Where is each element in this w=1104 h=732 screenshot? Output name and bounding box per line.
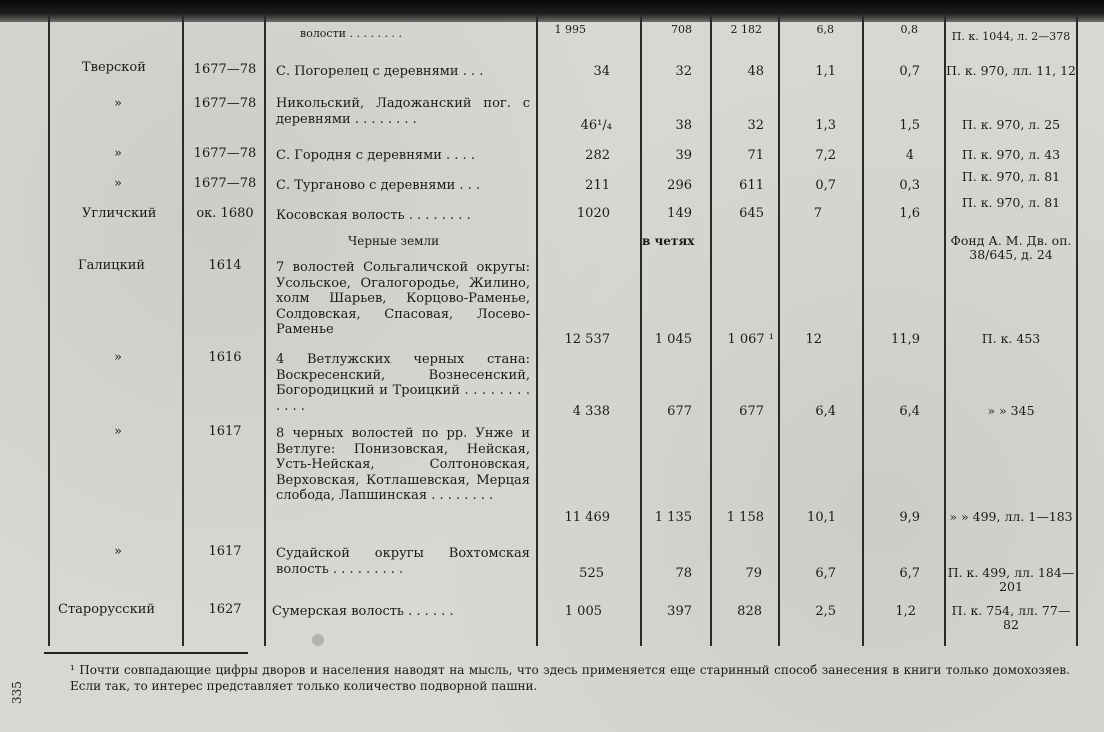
row-c1: 296 bbox=[667, 178, 692, 193]
row-c2: 71 bbox=[747, 148, 764, 163]
scan-speck bbox=[312, 634, 324, 646]
footnote: ¹ Почти совпадающие цифры дворов и населения наводят на мысль, что здесь применяется еще старинный способ занесения в книги только домохозяев. Если так, то интерес представляет только количество подворной пашни. bbox=[70, 663, 1070, 693]
row-r2: 9,9 bbox=[899, 510, 920, 525]
column-rule bbox=[710, 14, 712, 646]
row-c2: 32 bbox=[747, 118, 764, 133]
row-area: » bbox=[114, 544, 122, 559]
row-year: 1677—78 bbox=[193, 96, 257, 111]
row-year: 1677—78 bbox=[193, 176, 257, 191]
row-year: ок. 1680 bbox=[196, 206, 254, 221]
row-source: П. к. 970, л. 43 bbox=[961, 147, 1061, 162]
row-c1: 1 045 bbox=[654, 332, 692, 347]
row-year: 1617 bbox=[208, 544, 242, 559]
row-c2: 48 bbox=[747, 64, 764, 79]
row-c2: 611 bbox=[739, 178, 764, 193]
row-area: Тверской bbox=[82, 60, 146, 75]
column-rule bbox=[944, 14, 946, 646]
top-scan-shadow bbox=[0, 0, 1104, 22]
row-source: » » 499, лл. 1—183 bbox=[949, 509, 1073, 524]
row-c1: 32 bbox=[675, 64, 692, 79]
section-unit: в четях bbox=[642, 234, 695, 248]
column-rule bbox=[48, 14, 50, 646]
row-area: » bbox=[114, 424, 122, 439]
row-r2: 0,3 bbox=[899, 178, 920, 193]
row-desc: 8 черных волостей по рр. Унже и Ветлуге: Понизовская, Нейская, Усть-Нейская, Солтоновская, Верховская, Котлашевская, Мерцая слобода, Лапшинская . . . . . . . . bbox=[276, 426, 530, 503]
column-rule bbox=[536, 14, 538, 646]
row-year: 1677—78 bbox=[193, 146, 257, 161]
row-r1: 10,1 bbox=[807, 510, 836, 525]
row-area: Угличский bbox=[82, 206, 157, 221]
row-c1: 78 bbox=[675, 566, 692, 581]
row-year: 1627 bbox=[208, 602, 242, 617]
row-source: » » 345 bbox=[987, 403, 1035, 418]
row-r1: 0,7 bbox=[815, 178, 836, 193]
row-households: 525 bbox=[579, 566, 604, 581]
row-year: 1614 bbox=[208, 258, 242, 273]
row-r2: 4 bbox=[905, 148, 914, 163]
section-title: Черные земли bbox=[348, 234, 440, 248]
row-desc: Косовская волость . . . . . . . . bbox=[276, 208, 471, 223]
partial-source: П. к. 1044, л. 2—378 bbox=[951, 30, 1071, 43]
row-households: 4 338 bbox=[572, 404, 610, 419]
row-households: 282 bbox=[585, 148, 610, 163]
row-desc: Никольский, Ладожанский пог. с деревнями . . . . . . . . bbox=[276, 96, 530, 127]
row-r2: 11,9 bbox=[891, 332, 920, 347]
row-r1: 7 bbox=[813, 206, 822, 221]
column-rule bbox=[1076, 14, 1078, 646]
row-c2: 79 bbox=[745, 566, 762, 581]
row-c2: 828 bbox=[737, 604, 762, 619]
row-desc: 7 волостей Сольгаличской округы: Усольское, Огалогородье, Жилино, холм Шарьев, Корцово-Раменье, Солдовская, Спасовая, Лосево-Раменье bbox=[276, 260, 530, 337]
column-rule bbox=[264, 14, 266, 646]
row-desc: С. Турганово с деревнями . . . bbox=[276, 178, 481, 193]
row-r1: 7,2 bbox=[815, 148, 836, 163]
row-households: 11 469 bbox=[564, 510, 610, 525]
row-desc: С. Городня с деревнями . . . . bbox=[276, 148, 475, 163]
partial-households: 1 995 bbox=[554, 23, 586, 36]
row-source: П. к. 453 bbox=[981, 331, 1041, 346]
page-number: 335 bbox=[10, 681, 24, 704]
row-source: П. к. 499, лл. 184—201 bbox=[947, 565, 1075, 594]
row-c1: 38 bbox=[675, 118, 692, 133]
row-r1: 6,4 bbox=[815, 404, 836, 419]
row-source: П. к. 970, л. 81 bbox=[961, 195, 1061, 210]
row-source: П. к. 970, л. 81 bbox=[961, 169, 1061, 184]
row-r2: 6,7 bbox=[899, 566, 920, 581]
row-c1: 1 135 bbox=[654, 510, 692, 525]
row-c1: 149 bbox=[667, 206, 692, 221]
row-c1: 39 bbox=[675, 148, 692, 163]
row-desc: 4 Ветлужских черных стана: Воскресенский, Вознесенский, Богородицкий и Троицкий . . . . . . . . . . . . bbox=[276, 352, 530, 414]
row-source: П. к. 970, лл. 11, 12 bbox=[946, 63, 1076, 78]
row-c2: 1 067 ¹ bbox=[727, 332, 774, 347]
row-r2: 1,6 bbox=[899, 206, 920, 221]
row-area: » bbox=[114, 96, 122, 111]
row-r2: 6,4 bbox=[899, 404, 920, 419]
row-r1: 12 bbox=[805, 332, 822, 347]
column-rule bbox=[778, 14, 780, 646]
row-households: 1020 bbox=[576, 206, 610, 221]
row-c1: 677 bbox=[667, 404, 692, 419]
row-c2: 645 bbox=[739, 206, 764, 221]
row-year: 1616 bbox=[208, 350, 242, 365]
row-source: П. к. 970, л. 25 bbox=[961, 117, 1061, 132]
row-area: Старорусский bbox=[58, 602, 156, 617]
row-r2: 1,5 bbox=[899, 118, 920, 133]
row-desc: Сумерская волость . . . . . . bbox=[272, 604, 454, 619]
partial-r1: 6,8 bbox=[816, 23, 834, 36]
row-r1: 1,1 bbox=[815, 64, 836, 79]
row-c1: 397 bbox=[667, 604, 692, 619]
row-r2: 1,2 bbox=[895, 604, 916, 619]
row-source: П. к. 754, лл. 77—82 bbox=[951, 603, 1071, 632]
row-area: Галицкий bbox=[78, 258, 146, 273]
partial-r2: 0,8 bbox=[900, 23, 918, 36]
row-households: 34 bbox=[593, 64, 610, 79]
column-rule bbox=[862, 14, 864, 646]
partial-desc: волости . . . . . . . . bbox=[300, 27, 402, 40]
row-r1: 1,3 bbox=[815, 118, 836, 133]
row-r1: 6,7 bbox=[815, 566, 836, 581]
row-area: » bbox=[114, 146, 122, 161]
footnote-rule bbox=[44, 652, 248, 654]
row-desc: Судайской округы Вохтомская волость . . . . . . . . . bbox=[276, 546, 530, 577]
column-rule bbox=[640, 14, 642, 646]
row-r1: 2,5 bbox=[815, 604, 836, 619]
row-households: 46¹/₄ bbox=[580, 118, 612, 133]
row-households: 1 005 bbox=[564, 604, 602, 619]
row-r2: 0,7 bbox=[899, 64, 920, 79]
row-desc: С. Погорелец с деревнями . . . bbox=[276, 64, 484, 79]
partial-c1: 708 bbox=[671, 23, 692, 36]
row-c2: 677 bbox=[739, 404, 764, 419]
partial-c2: 2 182 bbox=[730, 23, 762, 36]
column-rule bbox=[182, 14, 184, 646]
row-area: » bbox=[114, 176, 122, 191]
row-year: 1677—78 bbox=[193, 62, 257, 77]
row-year: 1617 bbox=[208, 424, 242, 439]
row-c2: 1 158 bbox=[726, 510, 764, 525]
section-source: Фонд А. М. Дв. оп. 38/645, д. 24 bbox=[950, 233, 1072, 262]
row-area: » bbox=[114, 350, 122, 365]
row-households: 211 bbox=[585, 178, 610, 193]
row-households: 12 537 bbox=[564, 332, 610, 347]
